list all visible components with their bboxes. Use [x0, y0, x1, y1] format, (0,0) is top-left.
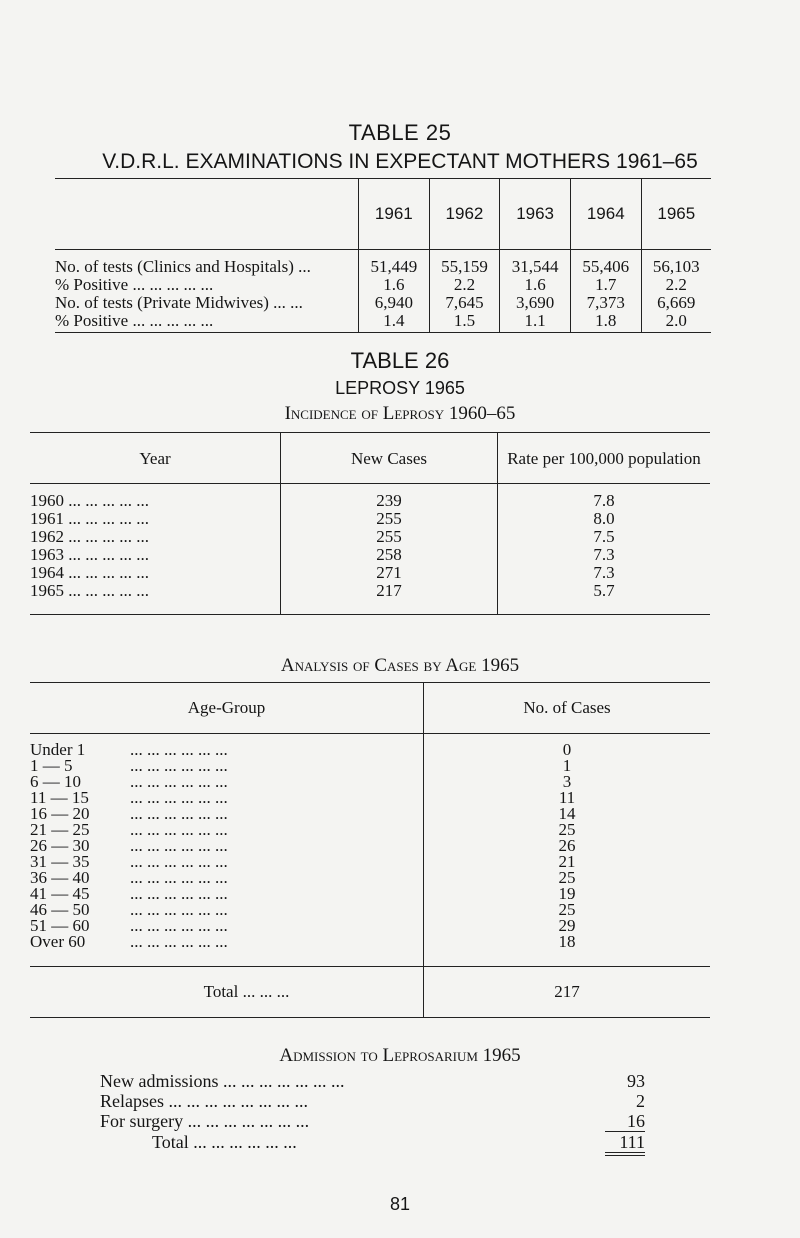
age-group-label: 21 — 25: [30, 822, 90, 838]
cell-value: 7,645: [429, 294, 500, 312]
leader-dots: ... ... ... ... ... ...: [130, 886, 228, 902]
leader-dots: ... ... ... ... ... ...: [130, 934, 228, 951]
cases-cell: 271: [281, 564, 498, 582]
cases-cell: 0: [424, 734, 711, 759]
admission-list: [100, 1071, 645, 1156]
cases-cell: 1: [424, 758, 711, 774]
row-label: % Positive ... ... ... ... ...: [55, 276, 214, 294]
row-label: % Positive ... ... ... ... ...: [55, 312, 359, 333]
table-row: [30, 546, 710, 564]
year-cell: 1964 ... ... ... ... ...: [30, 563, 149, 582]
cases-cell: 26: [424, 838, 711, 854]
cases-cell: 217: [281, 582, 498, 615]
rate-header: Rate per 100,000 population: [498, 433, 711, 484]
cell-value: 1.5: [429, 312, 500, 333]
year-cell: 1960 ... ... ... ... ...: [30, 491, 149, 510]
vdrl-header-blank: [55, 179, 359, 250]
leader-dots: ... ... ... ... ... ...: [130, 740, 228, 758]
table25-title: TABLE 25: [348, 120, 452, 145]
table-row: [30, 510, 710, 528]
leader-dots: ... ... ... ... ... ...: [130, 902, 228, 918]
cell-value: 56,103: [641, 250, 711, 277]
age-group-label: 31 — 35: [30, 854, 90, 870]
admission-label: New admissions ... ... ... ... ... ... ...: [100, 1071, 345, 1091]
table26-title: TABLE 26: [350, 348, 450, 373]
age-group-cell: [30, 902, 424, 918]
table-row: [30, 934, 710, 967]
year-cell: 1961 ... ... ... ... ...: [30, 509, 149, 528]
age-group-label: 16 — 20: [30, 806, 90, 822]
year-header: Year: [139, 448, 171, 468]
cell-value: 1.7: [570, 276, 641, 294]
age-group-label: 26 — 30: [30, 838, 90, 854]
age-group-label: Under 1: [30, 740, 86, 758]
age-group-label: 46 — 50: [30, 902, 90, 918]
cases-cell: 258: [281, 546, 498, 564]
cases-cell: 11: [424, 790, 711, 806]
no-of-cases-header: No. of Cases: [424, 683, 711, 734]
admission-title: Admission to Leprosarium 1965: [279, 1045, 521, 1066]
year-cell: 1965 ... ... ... ... ...: [30, 582, 281, 615]
admission-value: 16: [605, 1111, 645, 1132]
age-group-header: Age-Group: [187, 698, 266, 717]
table-row: [55, 312, 711, 333]
year-cell: 1962 ... ... ... ... ...: [30, 527, 149, 546]
cell-value: 1.6: [500, 276, 571, 294]
admission-value: 93: [627, 1071, 645, 1091]
leader-dots: ... ... ... ... ... ...: [130, 790, 228, 806]
cell-value: 2.2: [429, 276, 500, 294]
age-group-label: 11 — 15: [30, 790, 89, 806]
cell-value: 55,406: [570, 250, 641, 277]
cell-value: 2.2: [641, 276, 711, 294]
table-row: [30, 774, 710, 790]
age-group-cell: [30, 806, 424, 822]
table-row: [30, 758, 710, 774]
table-row: [30, 870, 710, 886]
new-cases-header: New Cases: [281, 433, 498, 484]
age-group-cell: [30, 870, 424, 886]
cases-cell: 21: [424, 854, 711, 870]
table-row: [30, 564, 710, 582]
table-row: [30, 528, 710, 546]
table-row: [30, 790, 710, 806]
leader-dots: ... ... ... ... ... ...: [130, 870, 228, 886]
age-group-label: 36 — 40: [30, 870, 90, 886]
age-group-label: 6 — 10: [30, 774, 81, 790]
incidence-title: Incidence of Leprosy 1960–65: [284, 403, 516, 424]
cases-cell: 25: [424, 870, 711, 886]
table-row: [30, 484, 710, 511]
cell-value: 3,690: [500, 294, 571, 312]
rate-cell: 8.0: [498, 510, 711, 528]
cases-cell: 29: [424, 918, 711, 934]
admission-label: For surgery ... ... ... ... ... ... ...: [100, 1111, 310, 1131]
vdrl-year-header: 1962: [429, 179, 500, 250]
age-group-label: 41 — 45: [30, 886, 90, 902]
age-group-label: 51 — 60: [30, 918, 90, 934]
leader-dots: ... ... ... ... ... ...: [130, 822, 228, 838]
cell-value: 1.8: [570, 312, 641, 333]
age-group-cell: [30, 934, 424, 967]
age-group-cell: [30, 918, 424, 934]
table-row: [30, 902, 710, 918]
cell-value: 31,544: [500, 250, 571, 277]
row-label: No. of tests (Private Midwives) ... ...: [55, 294, 303, 312]
list-item: [100, 1111, 645, 1132]
cases-cell: 25: [424, 822, 711, 838]
vdrl-table: [55, 178, 711, 333]
age-group-cell: [30, 886, 424, 902]
table25-subtitle: V.D.R.L. EXAMINATIONS IN EXPECTANT MOTHERS 1961–65: [102, 150, 698, 173]
cell-value: 1.1: [500, 312, 571, 333]
admission-total-row: [100, 1132, 645, 1156]
rate-cell: 7.8: [498, 484, 711, 511]
cell-value: 1.6: [359, 276, 430, 294]
table-row: [30, 734, 710, 759]
year-cell: 1963 ... ... ... ... ...: [30, 545, 149, 564]
table26-subtitle: LEPROSY 1965: [335, 378, 465, 398]
table-row: [55, 250, 711, 277]
page-number: 81: [389, 1194, 411, 1214]
table-row: [55, 294, 711, 312]
table-row: [30, 838, 710, 854]
table-row: [55, 276, 711, 294]
cases-cell: 255: [281, 510, 498, 528]
rate-cell: 7.3: [498, 564, 711, 582]
age-group-cell: [30, 838, 424, 854]
total-value: 217: [424, 967, 711, 1018]
table-row: [30, 886, 710, 902]
total-label: Total ... ... ...: [203, 982, 290, 1001]
age-group-cell: [30, 734, 424, 759]
cases-cell: 25: [424, 902, 711, 918]
rate-cell: 7.3: [498, 546, 711, 564]
vdrl-year-header: 1963: [500, 179, 571, 250]
leader-dots: ... ... ... ... ... ...: [130, 854, 228, 870]
rate-cell: 5.7: [498, 582, 711, 615]
leader-dots: ... ... ... ... ... ...: [130, 806, 228, 822]
age-group-cell: [30, 822, 424, 838]
age-group-cell: [30, 758, 424, 774]
leader-dots: ... ... ... ... ... ...: [130, 758, 228, 774]
cell-value: 1.4: [359, 312, 430, 333]
age-group-label: 1 — 5: [30, 758, 73, 774]
total-row: [30, 967, 710, 1018]
vdrl-year-header: 1965: [641, 179, 711, 250]
table-row: [30, 854, 710, 870]
admission-total-value: 111: [605, 1132, 645, 1156]
admission-value: 2: [636, 1091, 645, 1111]
cell-value: 2.0: [641, 312, 711, 333]
age-group-cell: [30, 774, 424, 790]
cell-value: 6,940: [359, 294, 430, 312]
leader-dots: ... ... ... ... ... ...: [130, 918, 228, 934]
cell-value: 55,159: [429, 250, 500, 277]
age-group-cell: [30, 854, 424, 870]
age-group-cell: [30, 790, 424, 806]
list-item: [100, 1071, 645, 1091]
leader-dots: ... ... ... ... ... ...: [130, 838, 228, 854]
age-analysis-table: [30, 682, 710, 1018]
vdrl-year-header: 1964: [570, 179, 641, 250]
vdrl-header-row: [55, 179, 711, 250]
cases-cell: 18: [424, 934, 711, 967]
leader-dots: ... ... ... ... ... ...: [130, 774, 228, 790]
cases-cell: 239: [281, 484, 498, 511]
rate-cell: 7.5: [498, 528, 711, 546]
list-item: [100, 1091, 645, 1111]
table-row: [30, 582, 710, 615]
analysis-title: Analysis of Cases by Age 1965: [280, 655, 520, 676]
age-group-label: Over 60: [30, 934, 86, 951]
cases-cell: 19: [424, 886, 711, 902]
admission-label: Relapses ... ... ... ... ... ... ... ...: [100, 1091, 308, 1111]
cell-value: 51,449: [359, 250, 430, 277]
incidence-header-row: [30, 433, 710, 484]
admission-total-label: Total ... ... ... ... ... ...: [152, 1132, 297, 1152]
age-header-row: [30, 683, 710, 734]
table-row: [30, 806, 710, 822]
cases-cell: 255: [281, 528, 498, 546]
cell-value: 6,669: [641, 294, 711, 312]
vdrl-year-header: 1961: [359, 179, 430, 250]
cases-cell: 14: [424, 806, 711, 822]
cell-value: 7,373: [570, 294, 641, 312]
table-row: [30, 918, 710, 934]
leprosy-incidence-table: [30, 432, 710, 615]
row-label: No. of tests (Clinics and Hospitals) ...: [55, 257, 311, 276]
table-row: [30, 822, 710, 838]
cases-cell: 3: [424, 774, 711, 790]
